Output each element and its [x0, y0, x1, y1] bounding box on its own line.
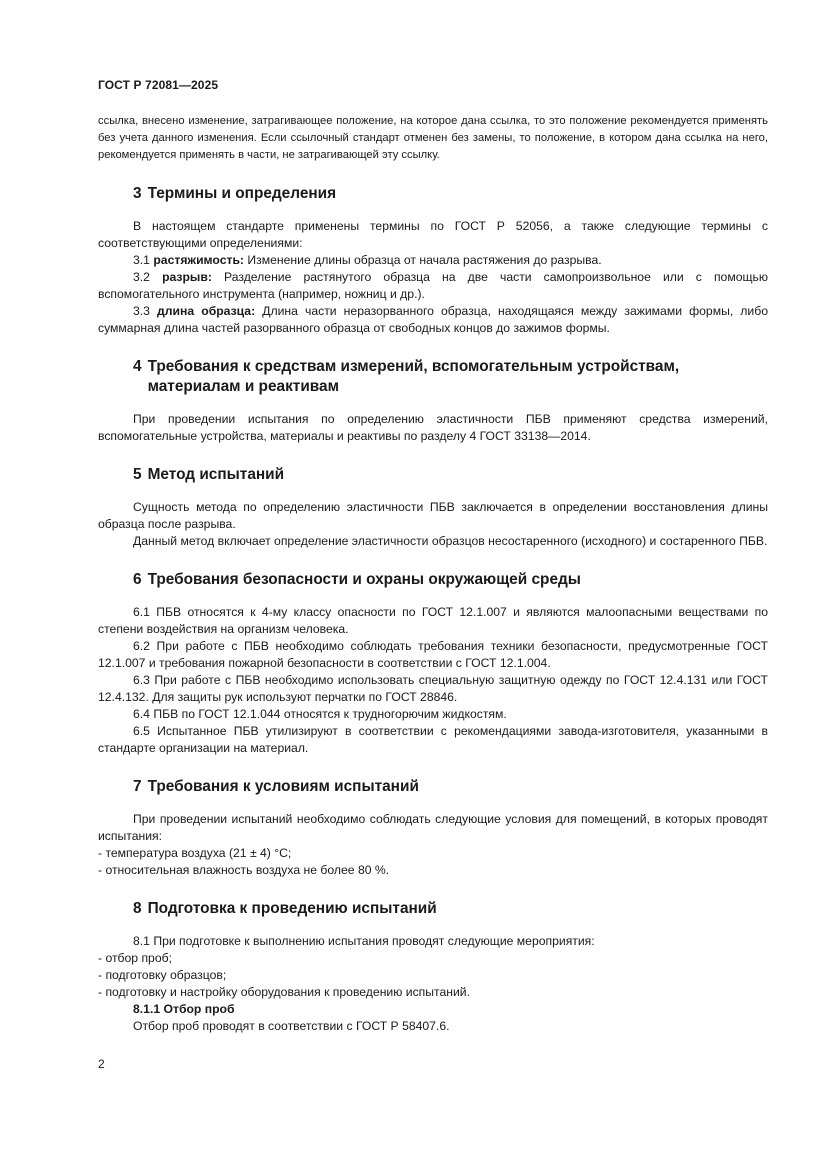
document-body — [98, 113, 768, 1035]
intro-continuation: ссылка, внесено изменение, затрагивающее положение, на которое дана ссылка, то это положение рекомендуется применять без учета данного изменения. Если ссылочный стандарт отменен без замены, то положение, в котором дана ссылка на него, рекомендуется применять в части, не затрагивающей эту ссылку. — [98, 115, 768, 161]
section-3-heading: 3 Термины и определения — [133, 185, 337, 202]
s8-list-item-2: - подготовку образцов; — [98, 968, 227, 982]
subclause-8-1-1-text: Отбор проб проводят в соответствии с ГОСТ Р 58407.6. — [133, 1019, 450, 1033]
s3-paragraph-1: В настоящем стандарте применены термины по ГОСТ Р 52056, а также следующие термины с соответствующими определениями: — [98, 219, 768, 250]
s5-paragraph-1: Сущность метода по определению эластичности ПБВ заключается в определении восстановления длины образца после разрыва. — [98, 500, 768, 531]
s7-list-item-1: - температура воздуха (21 ± 4) °С; — [98, 846, 292, 860]
running-header: ГОСТ Р 72081—2025 — [98, 78, 219, 92]
section-8-heading: 8 Подготовка к проведению испытаний — [133, 900, 437, 917]
clause-6-4: 6.4 ПБВ по ГОСТ 12.1.044 относятся к трудногорючим жидкостям. — [133, 707, 507, 721]
term-3-2: 3.2 разрыв: Разделение растянутого образца на две части самопроизвольное или с помощью вспомогательного инструмента (например, ножниц и др.). — [98, 270, 769, 301]
term-3-3: 3.3 длина образца: Длина части неразорванного образца, находящаяся между зажимами формы, либо суммарная длина частей разорванного образца от свободных концов до зажимов формы. — [98, 304, 768, 335]
section-6-heading: 6 Требования безопасности и охраны окружающей среды — [133, 571, 581, 588]
clause-6-1: 6.1 ПБВ относятся к 4-му классу опасности по ГОСТ 12.1.007 и являются малоопасными веществами по степени воздействия на организм человека. — [98, 605, 768, 636]
clause-6-2: 6.2 При работе с ПБВ необходимо соблюдать требования техники безопасности, предусмотренные ГОСТ 12.1.007 и требования пожарной безопасности в соответствии с ГОСТ 12.1.004. — [98, 639, 768, 670]
s8-list-item-3: - подготовку и настройку оборудования к проведению испытаний. — [98, 985, 470, 999]
clause-8-1: 8.1 При подготовке к выполнению испытания проводят следующие мероприятия: — [133, 934, 595, 948]
s4-paragraph-1: При проведении испытания по определению эластичности ПБВ применяют средства измерений, вспомогательные устройства, материалы и реактивы по разделу 4 ГОСТ 33138—2014. — [98, 412, 768, 443]
section-7-heading: 7 Требования к условиям испытаний — [133, 778, 419, 795]
page-number: 2 — [98, 1057, 105, 1071]
term-3-1: 3.1 растяжимость: Изменение длины образца от начала растяжения до разрыва. — [133, 253, 602, 267]
s7-paragraph-1: При проведении испытаний необходимо соблюдать следующие условия для помещений, в которых проводят испытания: — [98, 812, 768, 843]
clause-6-3: 6.3 При работе с ПБВ необходимо использовать специальную защитную одежду по ГОСТ 12.4.131 или ГОСТ 12.4.132. Для защиты рук используют перчатки по ГОСТ 28846. — [98, 673, 768, 704]
subclause-8-1-1-heading: 8.1.1 Отбор проб — [133, 1002, 235, 1016]
s8-list-item-1: - отбор проб; — [98, 951, 172, 965]
s5-paragraph-2: Данный метод включает определение эластичности образцов несостаренного (исходного) и состаренного ПБВ. — [133, 534, 768, 548]
section-4-heading: 4 Требования к средствам измерений, вспомогательным устройствам, материалам и реактивам — [133, 358, 680, 395]
clause-6-5: 6.5 Испытанное ПБВ утилизируют в соответствии с рекомендациями завода-изготовителя, указанными в стандарте организации на материал. — [98, 724, 768, 755]
s7-list-item-2: - относительная влажность воздуха не более 80 %. — [98, 863, 390, 877]
section-5-heading: 5 Метод испытаний — [133, 466, 285, 483]
